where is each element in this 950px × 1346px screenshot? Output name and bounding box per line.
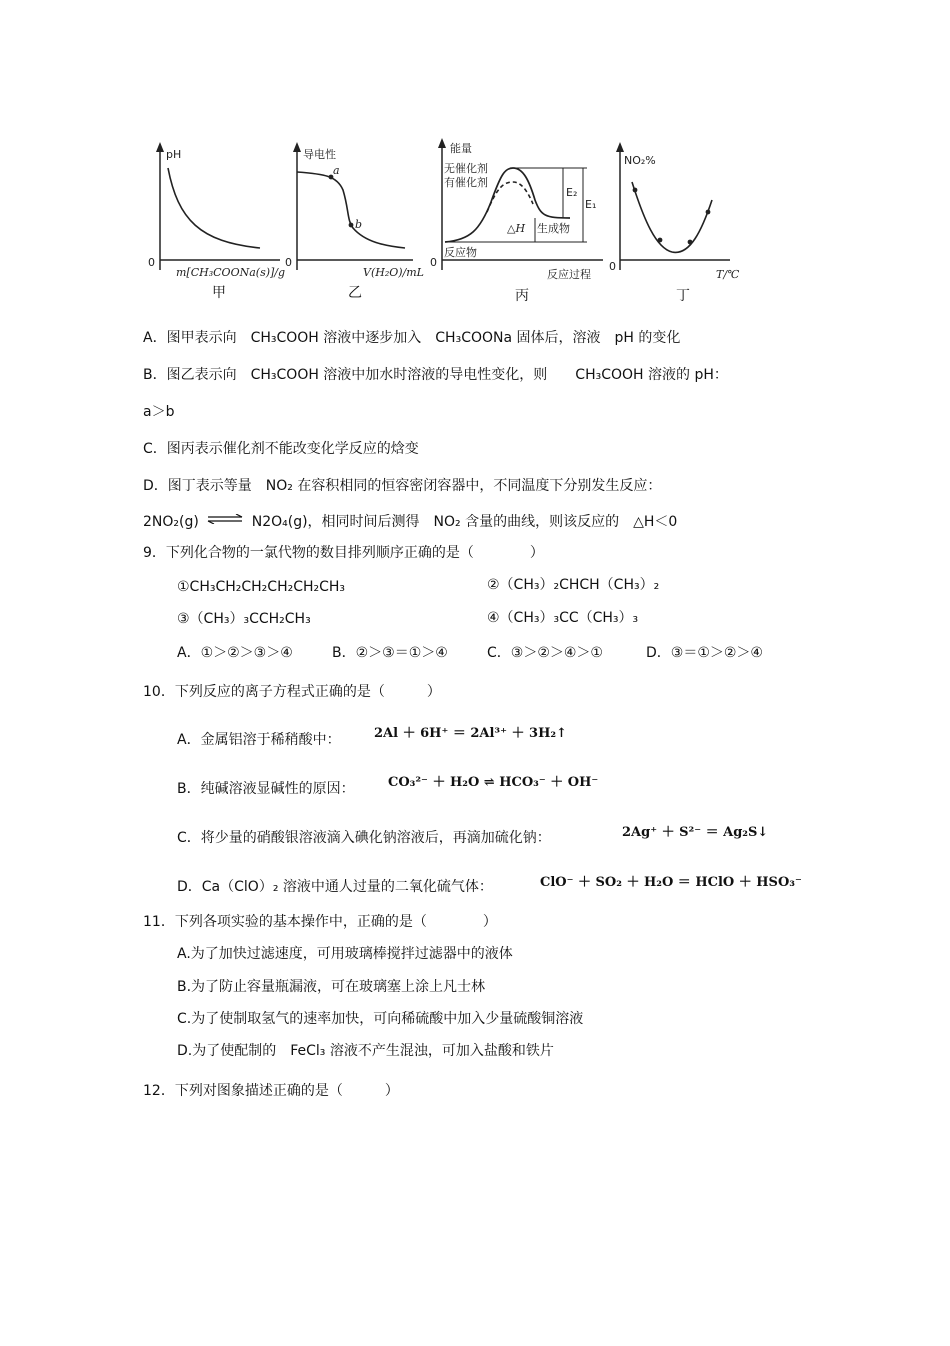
q9-option-a: A．①＞②＞③＞④ [177, 645, 293, 661]
q8-option-a: A．图甲表示向 CH₃COOH 溶液中逐步加入 CH₃COONa 固体后，溶液 pH 的变化 [143, 330, 681, 346]
q9-compound-1: ①CH₃CH₂CH₂CH₂CH₂CH₃ [177, 579, 346, 595]
jia-x-label: m[CH₃COONa(s)]/g [176, 266, 286, 279]
bing-products: 生成物 [537, 222, 570, 235]
ding-y-label: NO₂% [624, 154, 656, 167]
bing-x-label: 反应过程 [547, 268, 591, 281]
q10-d-equation: ClO⁻ ＋ SO₂ ＋ H₂O ＝ HClO ＋ HSO₃⁻ [540, 875, 802, 890]
q10-a-equation: 2Al ＋ 6H⁺ ＝ 2Al³⁺ ＋ 3H₂↑ [374, 726, 567, 741]
q8-option-d-line1: D．图丁表示等量 NO₂ 在容积相同的恒容密闭容器中，不同温度下分别发生反应： [143, 478, 662, 494]
ding-caption: 丁 [676, 288, 690, 304]
figure-bing [425, 130, 610, 310]
q8-option-b-line1: B．图乙表示向 CH₃COOH 溶液中加水时溶液的导电性变化，则 CH₃COOH 溶液的 pH： [143, 367, 728, 383]
q9-compound-4: ④（CH₃）₃CC（CH₃）₃ [487, 610, 639, 626]
q10-c-label: C．将少量的硝酸银溶液滴入碘化钠溶液后，再滴加硫化钠： [177, 830, 551, 846]
yi-x-label: V(H₂O)/mL [363, 266, 424, 279]
q8-option-d-line2 [143, 513, 677, 531]
equilibrium-arrow-icon [206, 514, 244, 524]
q8-option-b-line2: a＞b [143, 404, 175, 420]
bing-reactants: 反应物 [444, 246, 477, 259]
q10-b-label: B．纯碱溶液显碱性的原因： [177, 781, 355, 797]
yi-y-label: 导电性 [303, 148, 336, 161]
bing-e1: E₁ [585, 198, 597, 211]
bing-y-label: 能量 [450, 142, 472, 155]
q11-option-b: B.为了防止容量瓶漏液，可在玻璃塞上涂上凡士林 [177, 979, 486, 995]
bing-caption: 丙 [515, 288, 529, 304]
figure-ding [608, 130, 748, 310]
jia-origin: 0 [148, 256, 155, 269]
q9-option-c: C．③＞②＞④＞① [487, 645, 603, 661]
yi-origin: 0 [285, 256, 292, 269]
figure-ding-plot [608, 130, 748, 310]
q9-option-d: D．③＝①＞②＞④ [646, 645, 763, 661]
q11-stem: 11．下列各项实验的基本操作中，正确的是（ ） [143, 914, 497, 930]
q11-option-c: C.为了使制取氢气的速率加快，可向稀硫酸中加入少量硫酸铜溶液 [177, 1011, 584, 1027]
bing-with-catalyst: 有催化剂 [444, 176, 488, 189]
q10-stem: 10．下列反应的离子方程式正确的是（ ） [143, 684, 441, 700]
q11-option-a: A.为了加快过滤速度，可用玻璃棒搅拌过滤器中的液体 [177, 946, 513, 962]
q10-d-label: D．Ca（ClO）₂ 溶液中通人过量的二氧化硫气体： [177, 879, 493, 895]
jia-caption: 甲 [212, 285, 226, 301]
figure-jia [140, 130, 290, 310]
yi-point-a: a [333, 164, 340, 177]
bing-origin: 0 [430, 256, 437, 269]
q9-compound-2: ②（CH₃）₂CHCH（CH₃）₂ [487, 577, 660, 593]
jia-y-label: pH [166, 148, 182, 161]
q12-stem: 12．下列对图象描述正确的是（ ） [143, 1083, 399, 1099]
bing-delta-h: △H [507, 222, 526, 235]
q11-option-d: D.为了使配制的 FeCl₃ 溶液不产生混浊，可加入盐酸和铁片 [177, 1043, 554, 1059]
q8-option-c: C．图丙表示催化剂不能改变化学反应的焓变 [143, 441, 419, 457]
yi-caption: 乙 [348, 285, 362, 301]
ding-origin: 0 [609, 260, 616, 273]
q9-compound-3: ③（CH₃）₃CCH₂CH₃ [177, 611, 311, 627]
q8-d-right: N2O₄(g)，相同时间后测得 NO₂ 含量的曲线，则该反应的 △H＜0 [251, 514, 678, 530]
bing-no-catalyst: 无催化剂 [444, 162, 488, 175]
figure-bing-plot [425, 130, 610, 310]
yi-point-b: b [355, 218, 363, 231]
bing-e2: E₂ [566, 186, 578, 199]
q10-c-equation: 2Ag⁺ ＋ S²⁻ ＝ Ag₂S↓ [622, 825, 769, 840]
q10-b-equation: CO₃²⁻ ＋ H₂O ⇌ HCO₃⁻ ＋ OH⁻ [388, 775, 599, 790]
ding-x-label: T/℃ [716, 268, 740, 281]
q8-d-left: 2NO₂(g) [143, 514, 199, 530]
figure-yi [285, 130, 425, 310]
q10-a-label: A．金属铝溶于稀稍酸中： [177, 732, 341, 748]
q9-stem: 9．下列化合物的一氯代物的数目排列顺序正确的是（ ） [143, 545, 544, 561]
q9-option-b: B．②＞③＝①＞④ [332, 645, 448, 661]
